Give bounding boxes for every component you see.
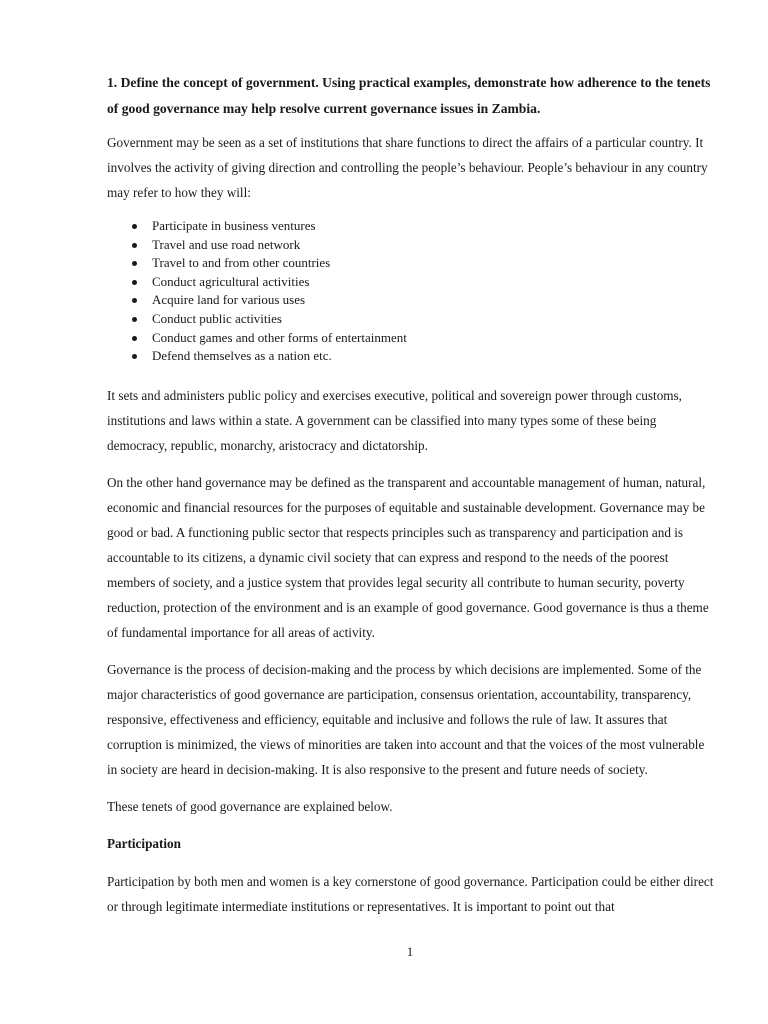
bullet-icon: [132, 298, 137, 303]
list-item: [107, 329, 717, 348]
paragraph-participation: Participation by both men and women is a key cornerstone of good governance. Participation could be either direct or through legitimate intermediate institutions or representatives. It is important to point out that: [107, 873, 714, 914]
bullet-icon: [132, 224, 137, 229]
list-item-text: Acquire land for various uses: [152, 292, 306, 308]
list-item: [107, 347, 717, 366]
page-number: 1: [406, 944, 414, 959]
paragraph-government-definition: Government may be seen as a set of institutions that share functions to direct the affairs of a particular country. It involves the activity of giving direction and controlling the people’s behaviour. People’s behaviour in any country may refer to how they will:: [107, 135, 708, 200]
list-item-text: Conduct games and other forms of entertainment: [152, 329, 407, 345]
list-item: [107, 273, 717, 292]
bullet-icon: [132, 317, 137, 322]
list-item-text: Travel and use road network: [152, 236, 301, 252]
list-item: [107, 217, 717, 236]
list-item-text: Defend themselves as a nation etc.: [152, 348, 332, 364]
list-item: [107, 310, 717, 329]
list-item: [107, 291, 717, 310]
bullet-icon: [132, 354, 137, 359]
behaviour-bullet-list: [107, 217, 717, 366]
section-heading-participation: Participation: [107, 835, 181, 851]
bullet-icon: [132, 336, 137, 341]
list-item-text: Travel to and from other countries: [152, 255, 331, 271]
question-heading: 1. Define the concept of government. Using practical examples, demonstrate how adherence to the tenets of good governance may help resolve current governance issues in Zambia.: [107, 75, 711, 116]
bullet-icon: [132, 261, 137, 266]
list-item-text: Conduct agricultural activities: [152, 273, 310, 289]
paragraph-tenets-intro: These tenets of good governance are explained below.: [107, 798, 393, 814]
list-item: [107, 254, 717, 273]
list-item: [107, 236, 717, 255]
list-item-text: Participate in business ventures: [152, 218, 316, 233]
list-item-text: Conduct public activities: [152, 310, 282, 326]
paragraph-public-policy: It sets and administers public policy and exercises executive, political and sovereign power through customs, institutions and laws within a state. A government can be classified into many types some of these being democracy, republic, monarchy, aristocracy and dictatorship.: [107, 387, 682, 453]
bullet-icon: [132, 243, 137, 248]
paragraph-governance-characteristics: Governance is the process of decision-making and the process by which decisions are implemented. Some of the major characteristics of good governance are participation, consensus orientation, accountability, transparency, responsive, effectiveness and efficiency, equitable and inclusive and follows the rule of law. It assures that corruption is minimized, the views of minorities are taken into account and that the voices of the most vulnerable in society are heard in decision-making. It is also responsive to the present and future needs of society.: [107, 661, 705, 777]
bullet-icon: [132, 280, 137, 285]
paragraph-governance-definition: On the other hand governance may be defined as the transparent and accountable management of human, natural, economic and financial resources for the purposes of equitable and sustainable development. Governance may be good or bad. A functioning public sector that respects principles such as transparency and participation and is accountable to its citizens, a dynamic civil society that can express and respond to the needs of the poorest members of society, and a justice system that provides legal security all contribute to human security, poverty reduction, protection of the environment and is an example of good governance. Good governance is thus a theme of fundamental importance for all areas of activity.: [107, 474, 709, 640]
page-content: [107, 70, 717, 931]
